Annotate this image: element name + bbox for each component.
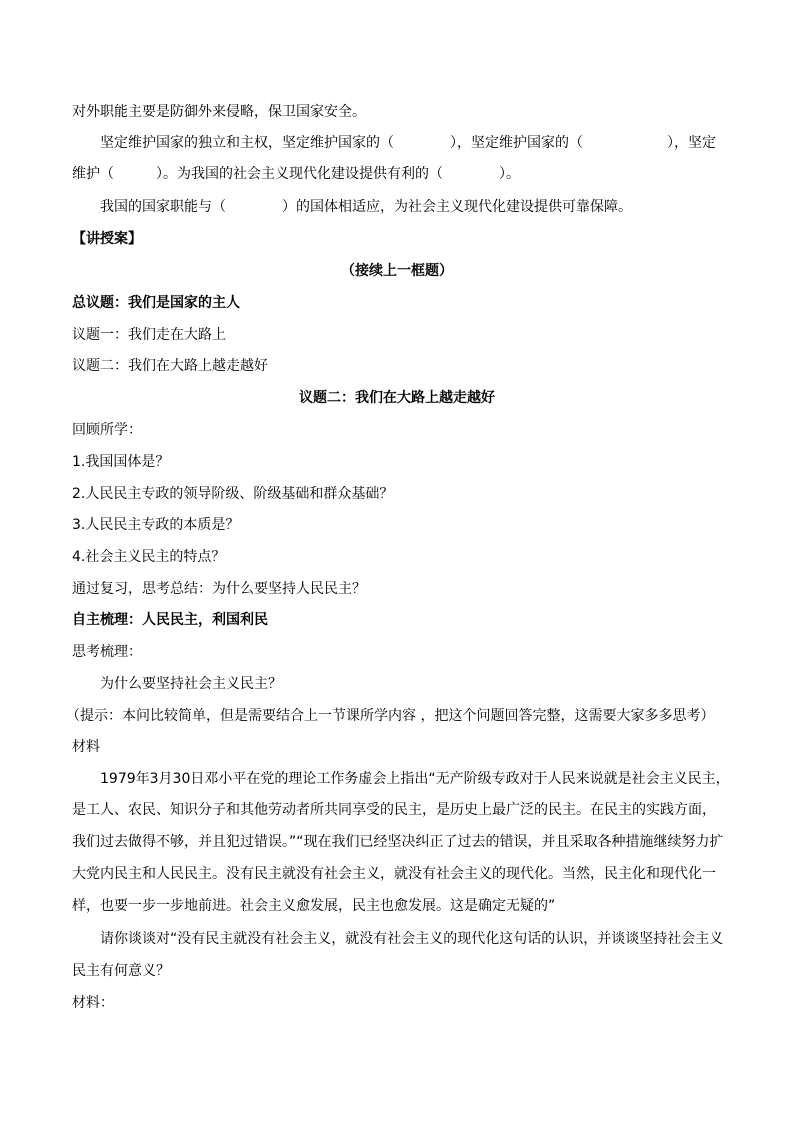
material-paragraph-line-4: 大党内民主和人民民主。没有民主就没有社会主义，就没有社会主义的现代化。当然，民主化和现代化一 <box>72 866 716 882</box>
subtitle-continued: （接续上一框题） <box>341 263 453 279</box>
thinking-question: 为什么要坚持社会主义民主？ <box>100 676 282 692</box>
review-question-1: 1.我国国体是？ <box>72 454 170 470</box>
discussion-question-line-2: 民主有何意义？ <box>72 963 170 979</box>
fill-blank-paragraph-line-2: 维护（ ）。为我国的社会主义现代化建设提供有利的（ ）。 <box>72 166 520 182</box>
fill-blank-state-function: 我国的国家职能与（ ）的国体相适应，为社会主义现代化建设提供可靠保障。 <box>100 199 632 215</box>
topic-two: 议题二：我们在大路上越走越好 <box>72 358 268 374</box>
review-question-2: 2.人民民主专政的领导阶级、阶级基础和群众基础？ <box>72 486 394 502</box>
fill-blank-paragraph-line-1: 坚定维护国家的独立和主权，坚定维护国家的（ ），坚定维护国家的（ ），坚定 <box>100 135 716 151</box>
topic-two-heading: 议题二：我们在大路上越走越好 <box>299 390 495 406</box>
section-heading-lecture: 【讲授案】 <box>72 231 142 247</box>
review-summary-question: 通过复习，思考总结：为什么要坚持人民民主？ <box>72 581 366 597</box>
self-study-heading: 自主梳理：人民民主，利国利民 <box>72 612 268 628</box>
review-question-4: 4.社会主义民主的特点？ <box>72 549 226 565</box>
discussion-question-line-1: 请你谈谈对“没有民主就没有社会主义，就没有社会主义的现代化这句话的认识，并谈谈坚持社会主义 <box>100 931 724 947</box>
material-label-2: 材料： <box>72 995 114 1011</box>
review-question-3: 3.人民民主专政的本质是？ <box>72 517 240 533</box>
thinking-label: 思考梳理： <box>72 644 142 660</box>
review-label: 回顾所学： <box>72 422 142 438</box>
material-paragraph-line-3: 我们过去做得不够，并且犯过错误。”“现在我们已经坚决纠正了过去的错误，并且采取各种措施继续努力扩 <box>72 834 724 850</box>
hint-text: （提示：本问比较简单，但是需要结合上一节课所学内容 ，把这个问题回答完整，这需要大家多多思考） <box>66 708 715 724</box>
material-paragraph-line-2: 是工人、农民、知识分子和其他劳动者所共同享受的民主，是历史上最广泛的民主。在民主的实践方面， <box>72 802 716 818</box>
material-paragraph-line-1: 1979年3月30日邓小平在党的理论工作务虚会上指出“无产阶级专政对于人民来说就是社会主义民主， <box>100 771 730 787</box>
topic-one: 议题一：我们走在大路上 <box>72 327 226 343</box>
main-topic: 总议题：我们是国家的主人 <box>72 295 240 311</box>
paragraph-external-function: 对外职能主要是防御外来侵略，保卫国家安全。 <box>72 104 366 120</box>
material-label: 材料 <box>72 739 100 755</box>
material-paragraph-line-5: 样，也要一步一步地前进。社会主义愈发展，民主也愈发展。这是确定无疑的” <box>72 898 556 914</box>
